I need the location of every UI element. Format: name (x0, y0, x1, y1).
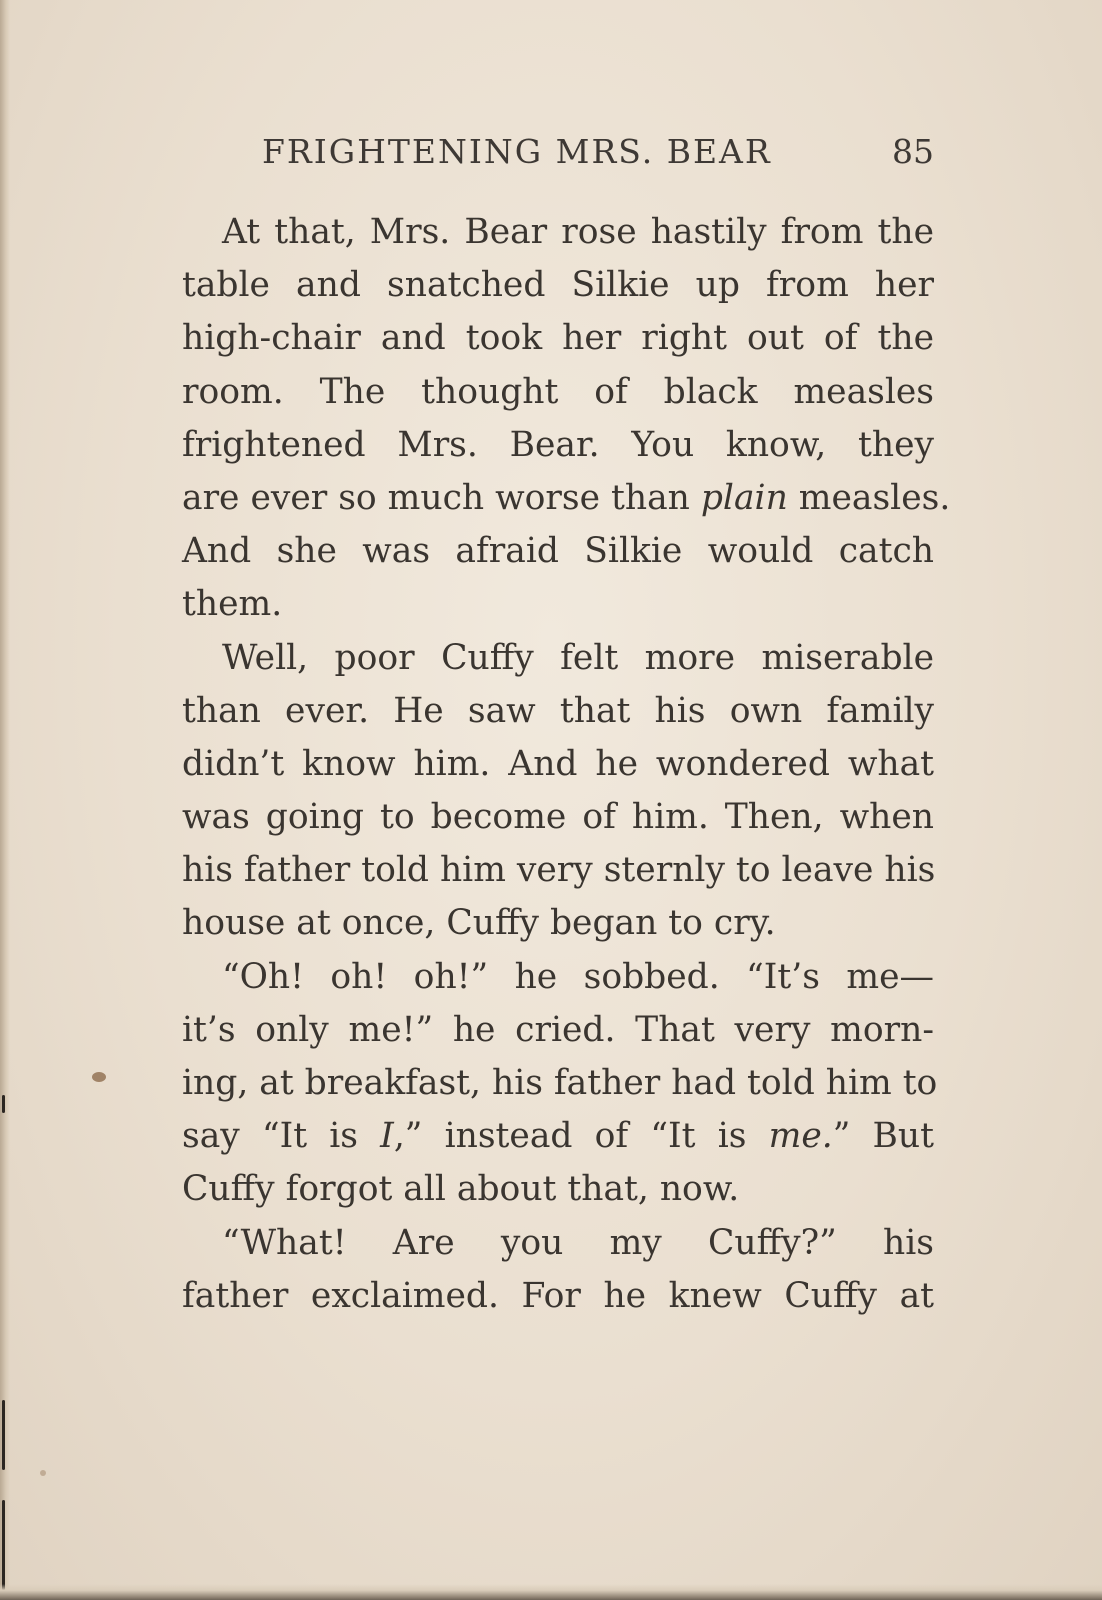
text-line: “What! Are you my Cuffy?” his (222, 1222, 934, 1263)
text-line: house at once, Cuffy began to cry. (182, 903, 776, 944)
page-bottom-edge (0, 1584, 1102, 1600)
page-left-edge (0, 0, 10, 1600)
text-line: his father told him very sternly to leave his (182, 850, 936, 891)
text-line: And she was afraid Silkie would catch (182, 531, 934, 572)
text-line: At that, Mrs. Bear rose hastily from the (222, 212, 934, 252)
text-line: didn’t know him. And he wondered what (182, 743, 934, 784)
paper-stain (40, 1470, 46, 1476)
binding-mark (2, 1500, 5, 1590)
italic-word: plain (700, 477, 788, 518)
italic-word: I (380, 1116, 394, 1157)
page-number: 85 (892, 132, 934, 171)
text-segment: ” But (832, 1116, 934, 1157)
text-line: it’s only me!” he cried. That very morn- (182, 1009, 934, 1050)
text-line: them. (182, 584, 283, 625)
binding-mark (2, 1095, 5, 1113)
text-segment: measles. (787, 477, 951, 518)
text-line: “Oh! oh! oh!” he sobbed. “It’s me— (222, 956, 934, 997)
text-segment: ,” instead of “It is (393, 1116, 769, 1157)
binding-mark (2, 1400, 5, 1470)
running-header (262, 132, 934, 176)
text-line (182, 472, 951, 525)
text-line: table and snatched Silkie up from her (182, 265, 934, 306)
running-title: FRIGHTENING MRS. BEAR (262, 132, 772, 171)
text-line: than ever. He saw that his own family (182, 690, 934, 731)
text-line (182, 1110, 934, 1163)
text-segment: say “It is (182, 1116, 381, 1157)
text-line: father exclaimed. For he knew Cuffy at (182, 1275, 934, 1316)
paper-stain (92, 1072, 106, 1082)
body-text (182, 206, 951, 1323)
text-segment: are ever so much worse than (182, 477, 701, 518)
italic-word: me. (768, 1116, 833, 1157)
text-line: frightened Mrs. Bear. You know, they (182, 424, 934, 465)
text-line: room. The thought of black measles (182, 371, 934, 412)
text-line: Well, poor Cuffy felt more miserable (222, 637, 934, 678)
text-line: was going to become of him. Then, when (182, 797, 934, 838)
text-line: ing, at breakfast, his father had told him to (182, 1063, 938, 1103)
text-line: high-chair and took her right out of the (182, 318, 934, 359)
text-line: Cuffy forgot all about that, now. (182, 1169, 740, 1210)
